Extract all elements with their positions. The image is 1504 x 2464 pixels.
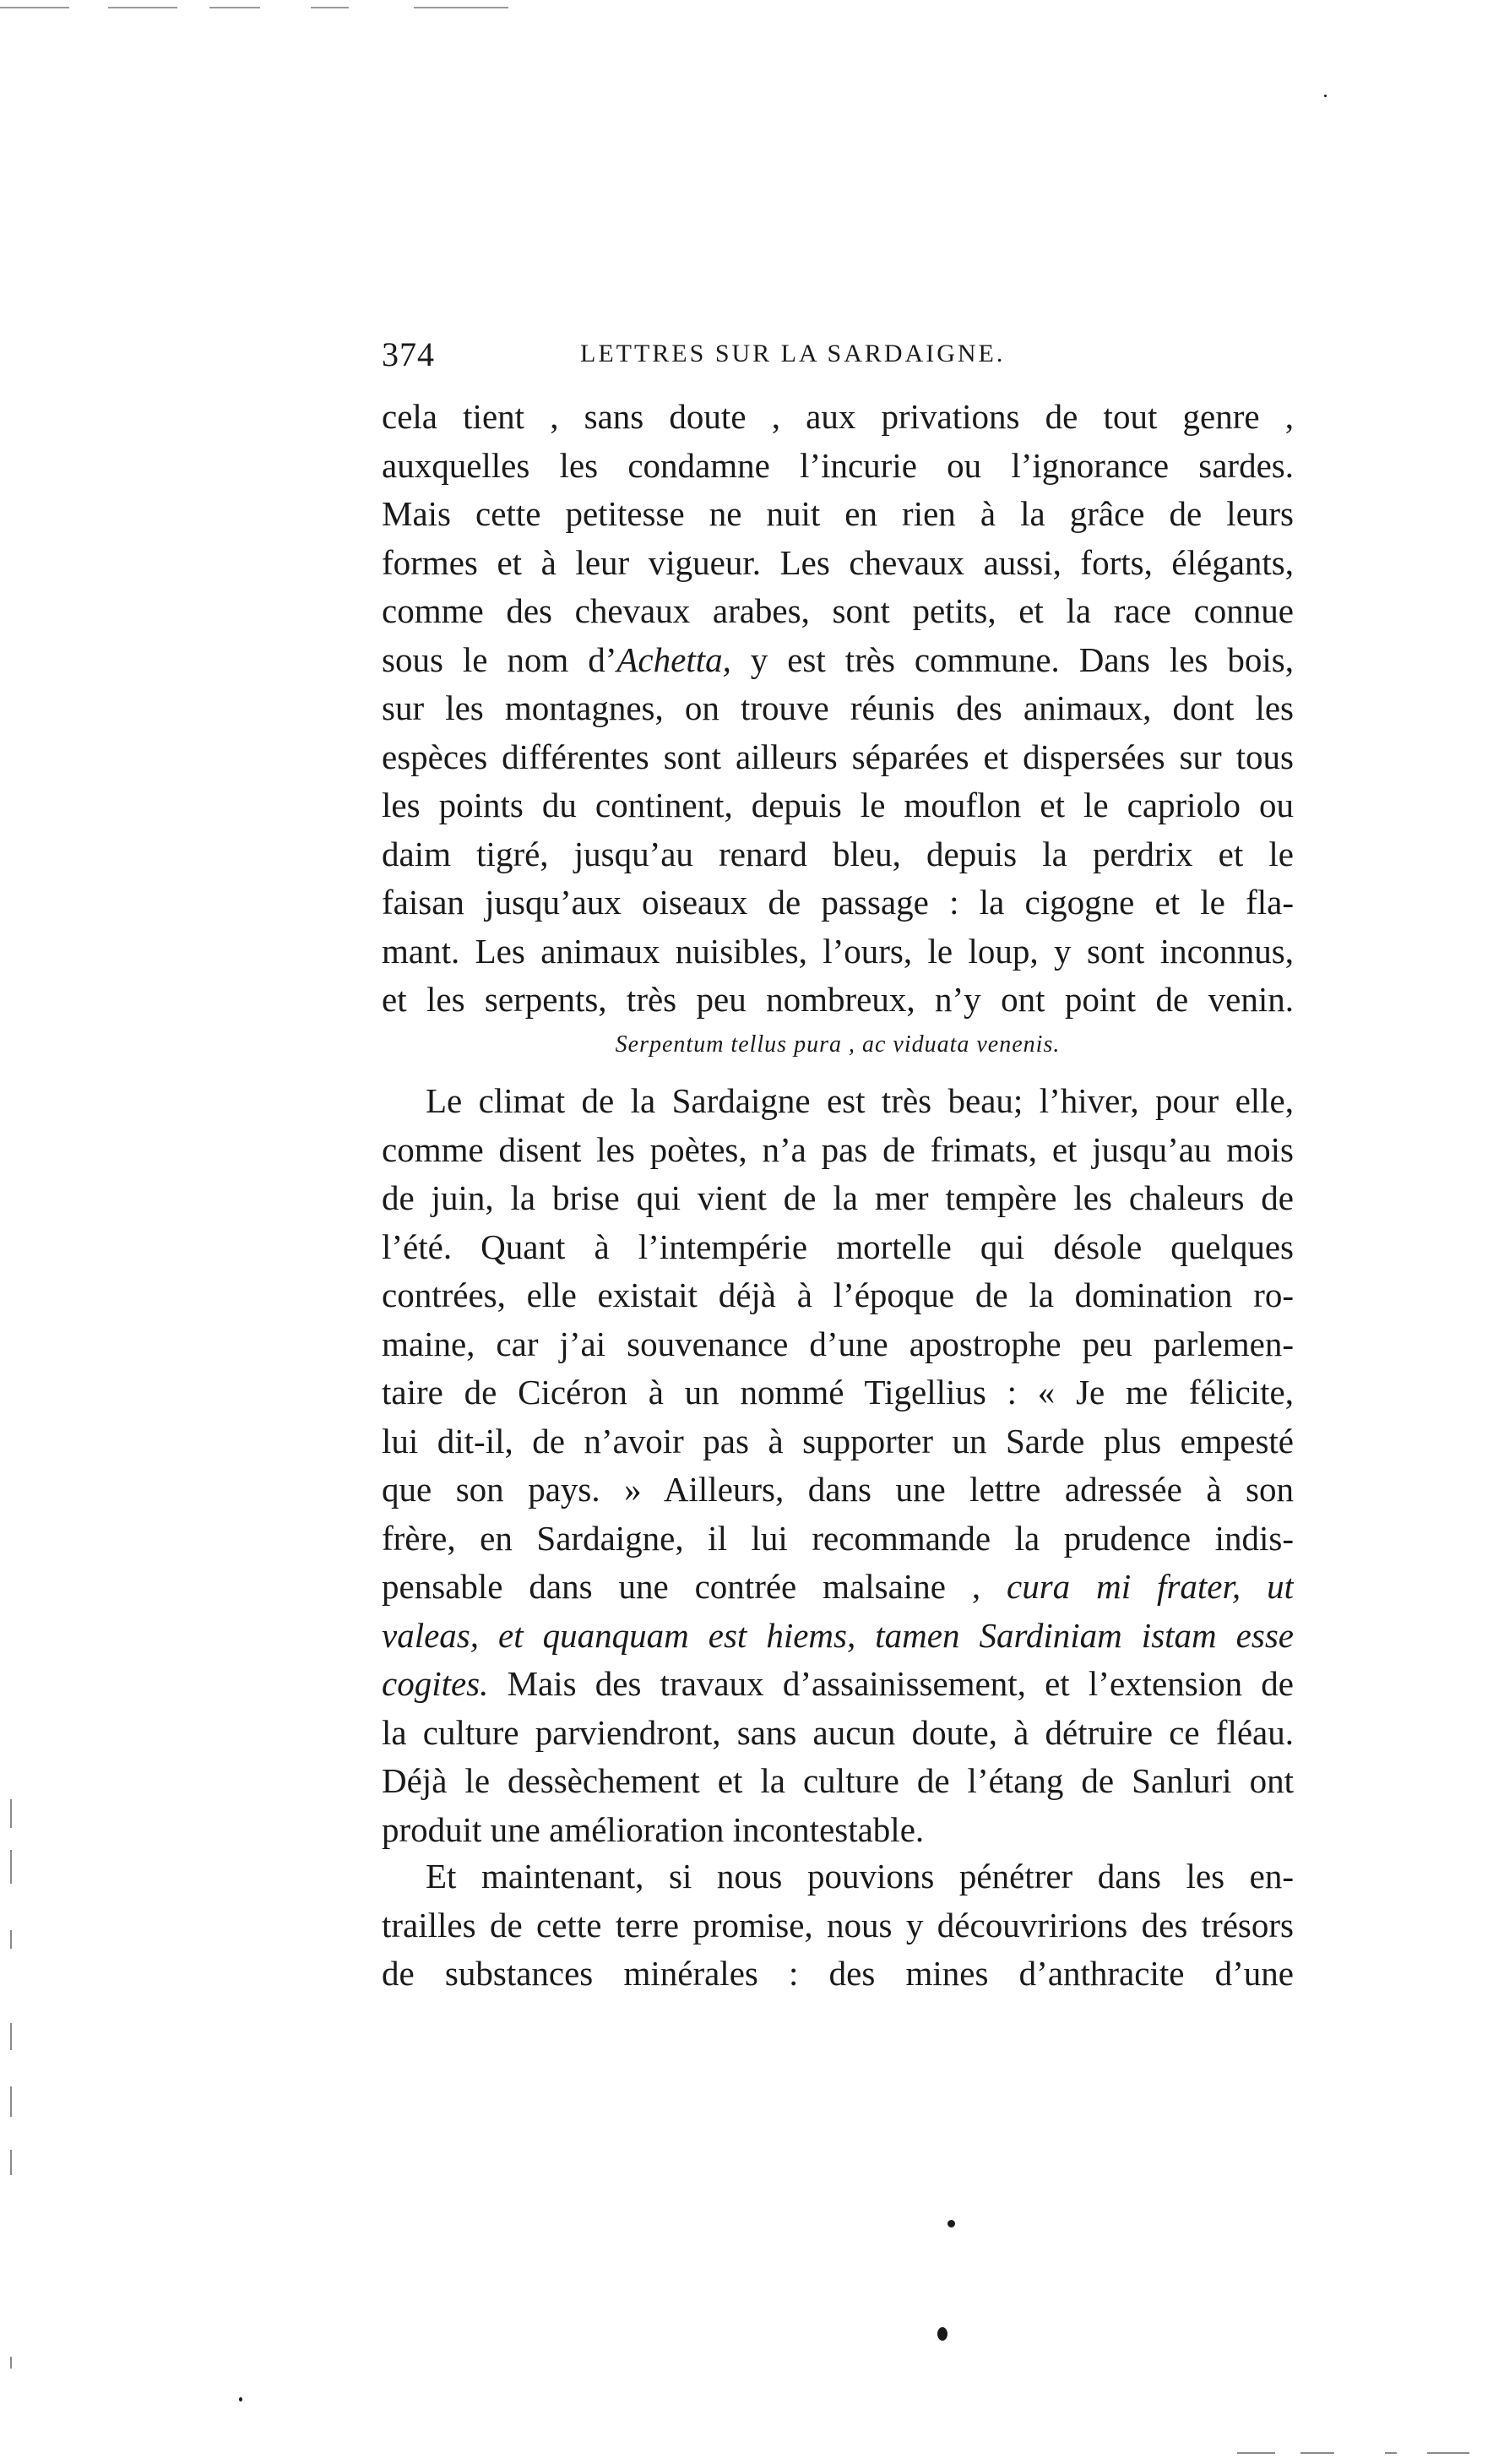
text-line: que son pays. » Ailleurs, dans une lettre adressée à son: [382, 1470, 1294, 1509]
scan-mark: [10, 2023, 12, 2050]
text-line: daim tigré, jusqu’au renard bleu, depuis la perdrix et le: [382, 834, 1294, 873]
scan-mark: [1427, 2452, 1469, 2454]
text-line: [382, 636, 1294, 685]
scan-mark: [10, 1799, 12, 1828]
text-line: [382, 1660, 1294, 1709]
text-line: produit une amélioration incontestable.: [382, 1809, 925, 1849]
running-title: LETTRES SUR LA SARDAIGNE.: [580, 340, 1006, 367]
text-line: formes et à leur vigueur. Les chevaux aussi, forts, élégants,: [382, 542, 1294, 582]
running-head: [382, 335, 1294, 385]
paragraph-2: [382, 1077, 1294, 1854]
text-line: et les serpents, très peu nombreux, n’y ont point de venin.: [382, 980, 1294, 1019]
text-line: lui dit-il, de n’avoir pas à supporter un Sarde plus empesté: [382, 1421, 1294, 1460]
text-line: Et maintenant, si nous pouvions pénétrer dans les en-: [426, 1857, 1294, 1896]
text-line: Déjà le dessèchement et la culture de l’étang de Sanluri ont: [382, 1761, 1294, 1800]
text-segment: Mais des travaux d’assainissement, et l’extension de: [488, 1664, 1294, 1703]
text-line: Mais cette petitesse ne nuit en rien à la grâce de leurs: [382, 494, 1294, 533]
text-line: trailles de cette terre promise, nous y découvririons des trésors: [382, 1905, 1294, 1945]
scan-rule: [108, 7, 177, 8]
text-line: de substances minérales : des mines d’anthracite d’une: [382, 1954, 1294, 1993]
paragraph-3: [382, 1852, 1294, 1999]
text-line: mant. Les animaux nuisibles, l’ours, le loup, y sont inconnus,: [382, 931, 1294, 971]
italic-latin-phrase: Achetta,: [616, 639, 731, 679]
text-line: contrées, elle existait déjà à l’époque de la domination ro-: [382, 1276, 1294, 1314]
text-line: espèces différentes sont ailleurs séparées et dispersées sur tous: [382, 737, 1294, 776]
scan-rule: [414, 7, 508, 8]
text-line: cela tient , sans doute , aux privations de tout genre ,: [382, 397, 1294, 436]
scan-mark: [10, 2357, 12, 2369]
scan-mark: [1300, 2452, 1334, 2454]
page-number: 374: [382, 335, 435, 373]
scan-mark: [10, 2086, 12, 2117]
paragraph-1: [382, 393, 1294, 1025]
text-segment: y est très commune. Dans les bois,: [730, 639, 1294, 679]
scan-mark: [10, 2150, 12, 2175]
text-line: sur les montagnes, on trouve réunis des animaux, dont les: [382, 688, 1294, 727]
scan-mark: [10, 1930, 12, 1949]
ink-speck: [1324, 95, 1327, 97]
text-line: comme des chevaux arabes, sont petits, et la race connue: [382, 591, 1294, 630]
text-line: comme disent les poètes, n’a pas de frimats, et jusqu’au mois: [382, 1129, 1294, 1169]
scan-rule: [311, 7, 349, 8]
scan-mark: [1385, 2452, 1397, 2454]
text-line: taire de Cicéron à un nommé Tigellius : « Je me félicite,: [382, 1373, 1294, 1411]
italic-latin-phrase: cura mi frater, ut: [1007, 1567, 1294, 1606]
text-line: maine, car j’ai souvenance d’une apostrophe peu parlemen-: [382, 1324, 1294, 1363]
text-line: de juin, la brise qui vient de la mer tempère les chaleurs de: [382, 1178, 1294, 1217]
ink-speck: [947, 2220, 955, 2227]
text-line: [382, 1612, 1294, 1661]
italic-latin-phrase: valeas, et quanquam est hiems, tamen Sardiniam istam esse: [382, 1615, 1294, 1655]
text-line: l’été. Quant à l’intempérie mortelle qui désole quelques: [382, 1227, 1294, 1266]
text-line: frère, en Sardaigne, il lui recommande la prudence indis-: [382, 1518, 1294, 1558]
text-segment: pensable dans une contrée malsaine ,: [382, 1567, 1007, 1606]
text-line: Le climat de la Sardaigne est très beau; l’hiver, pour elle,: [426, 1081, 1294, 1120]
scan-mark: [1237, 2452, 1275, 2454]
text-segment: sous le nom d’: [382, 639, 617, 679]
text-line: auxquelles les condamne l’incurie ou l’ignorance sardes.: [382, 445, 1294, 485]
ink-speck: [239, 2397, 242, 2401]
text-line: [382, 1563, 1294, 1612]
italic-latin-phrase: cogites.: [382, 1664, 489, 1703]
text-line: faisan jusqu’aux oiseaux de passage : la cigogne et le fla-: [382, 883, 1294, 922]
scan-rule: [0, 7, 69, 8]
text-line: la culture parviendront, sans aucun doute, à détruire ce fléau.: [382, 1712, 1294, 1752]
scan-mark: [10, 1850, 12, 1884]
text-line: les points du continent, depuis le mouflon et le capriolo ou: [382, 786, 1294, 824]
epigraph-quote: Serpentum tellus pura , ac viduata venenis.: [615, 1031, 1061, 1058]
scan-rule: [209, 7, 260, 8]
ink-speck: [937, 2327, 947, 2341]
